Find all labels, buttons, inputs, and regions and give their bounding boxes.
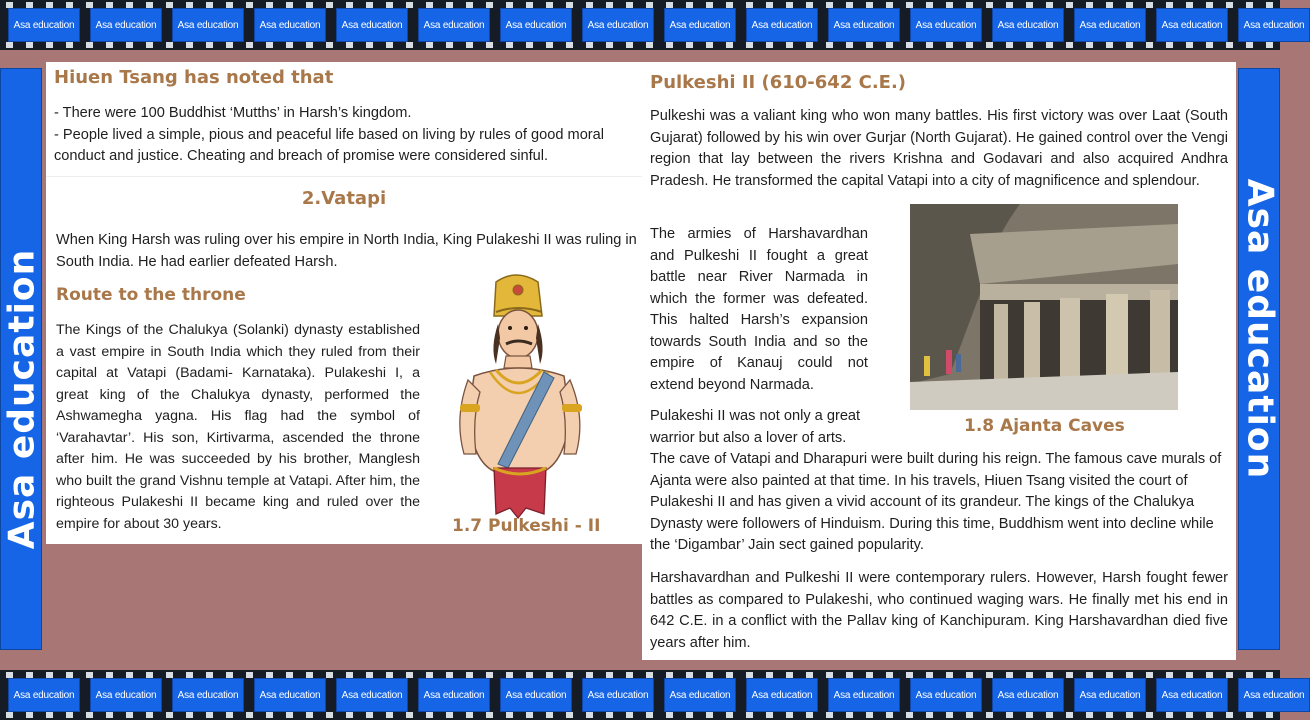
vatapi-intro: When King Harsh was ruling over his empire in North India, King Pulakeshi II was ruling in South India. He had earlier defeated Harsh. <box>56 232 637 270</box>
film-frame-label: Asa education <box>8 8 80 42</box>
pulkeshi-paragraph-2: The armies of Harshavardhan and Pulkeshi II fought a great battle near River Narmada in which the former was defeated. This halted Harsh’s expansion towards South India and so the empire of Kanauj could not extend beyond Narmada. <box>650 226 868 393</box>
film-frame-label: Asa education <box>992 678 1064 712</box>
section-divider <box>46 176 642 177</box>
film-frame-label: Asa education <box>828 678 900 712</box>
film-frame-label: Asa education <box>828 8 900 42</box>
film-frame-label: Asa education <box>746 8 818 42</box>
film-strip-bottom <box>0 670 1305 720</box>
side-banner-left <box>0 68 42 650</box>
pulkeshi-illustration <box>446 268 616 518</box>
left-page-panel <box>46 62 642 544</box>
film-frame-label: Asa education <box>336 678 408 712</box>
pulkeshi-paragraph-3: The cave of Vatapi and Dharapuri were built during his reign. The famous cave murals of Ajanta were also painted at that time. In his travels, Hiuen Tsang visited the court of Pulakeshi II and has given a vivid account of its grandeur. The kings of the Chalukya Dynasty were followers of Hinduism. During this time, Buddhism went into decline while the ‘Digambar’ Jain sect gained popularity. <box>650 451 1222 553</box>
film-frame-label: Asa education <box>254 678 326 712</box>
film-frame-label: Asa education <box>910 678 982 712</box>
film-frame-label: Asa education <box>90 678 162 712</box>
film-frame-label: Asa education <box>664 678 736 712</box>
film-perforations <box>0 42 1280 48</box>
hiuen-line: - There were 100 Buddhist ‘Mutths’ in Harsh’s kingdom. <box>54 105 412 121</box>
film-frame-label: Asa education <box>664 8 736 42</box>
pulkeshi-paragraph-4: Harshavardhan and Pulkeshi II were contemporary rulers. However, Harsh fought fewer battles as compared to Pulakeshi, who continued waging wars. He finally met his end in 642 C.E. in a conflict with the Pallav king of Kanchipuram. King Harshavardhan died five years after him. <box>650 570 1228 651</box>
film-frame-label: Asa education <box>500 8 572 42</box>
film-frame-label: Asa education <box>418 8 490 42</box>
side-banner-text: Asa education <box>1 248 43 550</box>
right-page-panel <box>642 62 1236 660</box>
film-frames <box>0 678 1310 712</box>
hiuen-line: - People lived a simple, pious and peaceful life based on living by rules of good moral conduct and justice. Cheating and breach of promise were considered sinful. <box>54 126 605 164</box>
pulkeshi-paragraph-1: Pulkeshi was a valiant king who won many battles. His first victory was over Laat (South Gujarat) followed by his win over Gurjar (North Gujarat). He gained control over the Vengi region that lay between the rivers Krishna and Godavari and also acquired Andhra Pradesh. He transformed the capital Vatapi into a city of magnificence and splendour. <box>650 108 1228 189</box>
film-frames <box>0 8 1310 42</box>
film-frame-label: Asa education <box>90 8 162 42</box>
pulkeshi-paragraph-3-intro: Pulakeshi II was not only a great warrior but also a lover of arts. <box>650 408 861 446</box>
film-frame-label: Asa education <box>1238 678 1310 712</box>
vatapi-heading: 2.Vatapi <box>301 188 387 209</box>
route-body: The Kings of the Chalukya (Solanki) dynasty established a vast empire in South India which they ruled from their capital at Vatapi (Badami- Karnataka). Pulakeshi I, a great king of the Chalukya dynasty, performed the Ashwamegha yagna. His flag had the symbol of ‘Varahavtar’. His son, Kirtivarma, ascended the throne after him. He was succeeded by his brother, Manglesh who built the grand Vishnu temple at Vatapi. After him, the righteous Pulakeshi II became king and ruled over the empire for about 30 years. <box>56 322 420 532</box>
route-heading: Route to the throne <box>56 285 246 305</box>
film-frame-label: Asa education <box>582 8 654 42</box>
film-frame-label: Asa education <box>992 8 1064 42</box>
film-frame-label: Asa education <box>1074 678 1146 712</box>
film-frame-label: Asa education <box>500 678 572 712</box>
film-frame-label: Asa education <box>172 678 244 712</box>
side-banner-right <box>1238 68 1280 650</box>
film-frame-label: Asa education <box>172 8 244 42</box>
film-frame-label: Asa education <box>910 8 982 42</box>
ajanta-caption: 1.8 Ajanta Caves <box>964 416 1125 436</box>
film-frame-label: Asa education <box>1074 8 1146 42</box>
film-frame-label: Asa education <box>1238 8 1310 42</box>
side-banner-text: Asa education <box>1239 178 1281 480</box>
film-frame-label: Asa education <box>746 678 818 712</box>
film-frame-label: Asa education <box>254 8 326 42</box>
hiuen-notes <box>54 103 638 168</box>
film-frame-label: Asa education <box>336 8 408 42</box>
hiuen-heading: Hiuen Tsang has noted that <box>54 67 334 88</box>
film-perforations <box>0 712 1280 718</box>
ajanta-caves-photo <box>910 204 1178 410</box>
film-strip-top <box>0 0 1305 50</box>
film-frame-label: Asa education <box>8 678 80 712</box>
pulkeshi-heading: Pulkeshi II (610-642 C.E.) <box>650 72 907 93</box>
pulkeshi-caption: 1.7 Pulkeshi - II <box>452 516 601 536</box>
film-frame-label: Asa education <box>418 678 490 712</box>
film-frame-label: Asa education <box>1156 8 1228 42</box>
film-frame-label: Asa education <box>582 678 654 712</box>
film-frame-label: Asa education <box>1156 678 1228 712</box>
